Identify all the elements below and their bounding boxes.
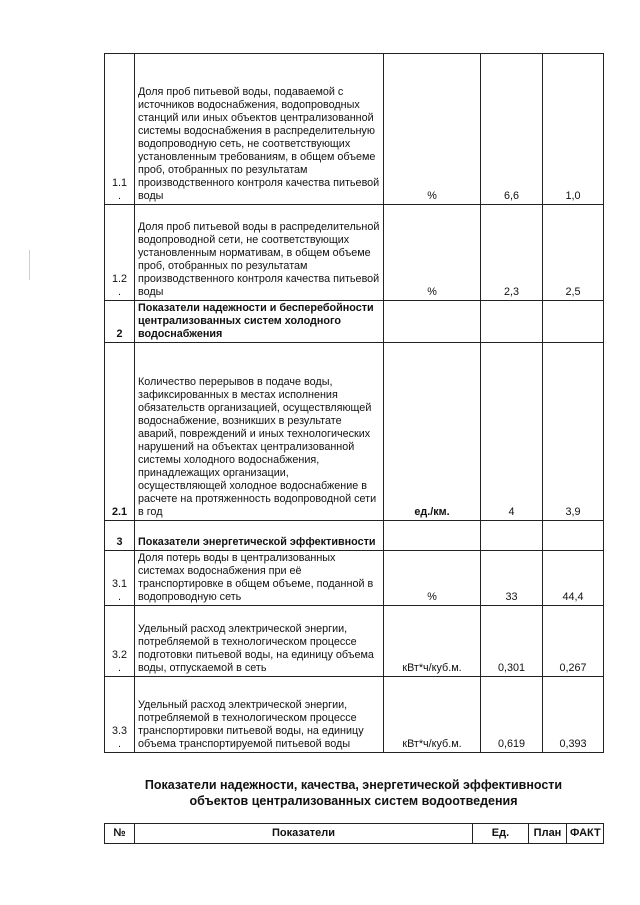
section-heading — [104, 777, 603, 809]
row-unit — [384, 301, 481, 343]
table-row — [105, 677, 604, 753]
row-number: 3.2 . — [105, 606, 135, 677]
indicators-table — [104, 53, 604, 753]
row-number: 3.1 . — [105, 551, 135, 606]
row-fact-value — [543, 521, 604, 551]
row-indicator-text: Удельный расход электрической энергии, потребляемой в технологическом процессе подготовки питьевой воды, на единицу объема воды, отпускаемой в сеть — [135, 606, 384, 677]
table-row — [105, 606, 604, 677]
header-row — [105, 824, 604, 844]
table-row — [105, 343, 604, 521]
row-unit: кВт*ч/куб.м. — [384, 606, 481, 677]
row-plan-value: 33 — [481, 551, 543, 606]
row-fact-value: 0,267 — [543, 606, 604, 677]
sewerage-indicators-table-header — [104, 823, 604, 844]
table-row — [105, 551, 604, 606]
row-number: 2.1 — [105, 343, 135, 521]
row-fact-value: 0,393 — [543, 677, 604, 753]
section-heading-line-1: Показатели надежности, качества, энергетической эффективности — [144, 778, 563, 792]
row-fact-value — [543, 301, 604, 343]
row-fact-value: 2,5 — [543, 205, 604, 301]
header-unit: Ед. — [473, 824, 529, 844]
header-name: Показатели — [135, 824, 473, 844]
header-fact: ФАКТ — [567, 824, 604, 844]
row-unit: % — [384, 551, 481, 606]
row-plan-value: 2,3 — [481, 205, 543, 301]
row-plan-value: 0,301 — [481, 606, 543, 677]
row-plan-value: 0,619 — [481, 677, 543, 753]
row-unit — [384, 521, 481, 551]
header-num: № — [105, 824, 135, 844]
row-plan-value: 6,6 — [481, 54, 543, 205]
table-row — [105, 301, 604, 343]
row-number: 3.3 . — [105, 677, 135, 753]
row-plan-value — [481, 521, 543, 551]
row-indicator-text: Количество перерывов в подаче воды, зафиксированных в местах исполнения обязательств организацией, осуществляющей водоснабжение, возникших в результате аварий, повреждений и иных технологических нарушений на объектах централизованной системы холодного водоснабжения, принадлежащих организации, осуществляющей холодное водоснабжение в расчете на протяженность водопроводной сети в год — [135, 343, 384, 521]
row-number: 1.1 . — [105, 54, 135, 205]
row-indicator-text: Показатели энергетической эффективности — [135, 521, 384, 551]
row-unit: % — [384, 205, 481, 301]
table-row — [105, 205, 604, 301]
row-number: 1.2 . — [105, 205, 135, 301]
row-fact-value: 44,4 — [543, 551, 604, 606]
row-unit: ед./км. — [384, 343, 481, 521]
section-heading-line-2: объектов централизованных систем водоотведения — [189, 794, 518, 808]
row-number: 3 — [105, 521, 135, 551]
row-indicator-text: Доля потерь воды в централизованных системах водоснабжения при её транспортировке в общем объеме, поданной в водопроводную сеть — [135, 551, 384, 606]
table-row — [105, 54, 604, 205]
header-plan: План — [529, 824, 567, 844]
indicators-table-body — [105, 54, 604, 753]
row-unit: % — [384, 54, 481, 205]
row-indicator-text: Доля проб питьевой воды, подаваемой с источников водоснабжения, водопроводных станций или иных объектов централизованной системы водоснабжения в распределительную водопроводную сеть, не соответствующих установленным требованиям, в общем объеме проб, отобранных по результатам производственного контроля качества питьевой воды — [135, 54, 384, 205]
row-indicator-text: Удельный расход электрической энергии, потребляемой в технологическом процессе транспортировки питьевой воды, на единицу объема транспортируемой питьевой воды — [135, 677, 384, 753]
row-unit: кВт*ч/куб.м. — [384, 677, 481, 753]
scan-edge-mark — [29, 250, 30, 280]
row-number: 2 — [105, 301, 135, 343]
row-indicator-text: Доля проб питьевой воды в распределительной водопроводной сети, не соответствующих установленным нормативам, в общем объеме проб, отобранных по результатам производственного контроля качества питьевой воды — [135, 205, 384, 301]
row-fact-value: 3,9 — [543, 343, 604, 521]
row-fact-value: 1,0 — [543, 54, 604, 205]
table-row — [105, 521, 604, 551]
row-plan-value — [481, 301, 543, 343]
row-indicator-text: Показатели надежности и бесперебойности централизованных систем холодного водоснабжения — [135, 301, 384, 343]
row-plan-value: 4 — [481, 343, 543, 521]
